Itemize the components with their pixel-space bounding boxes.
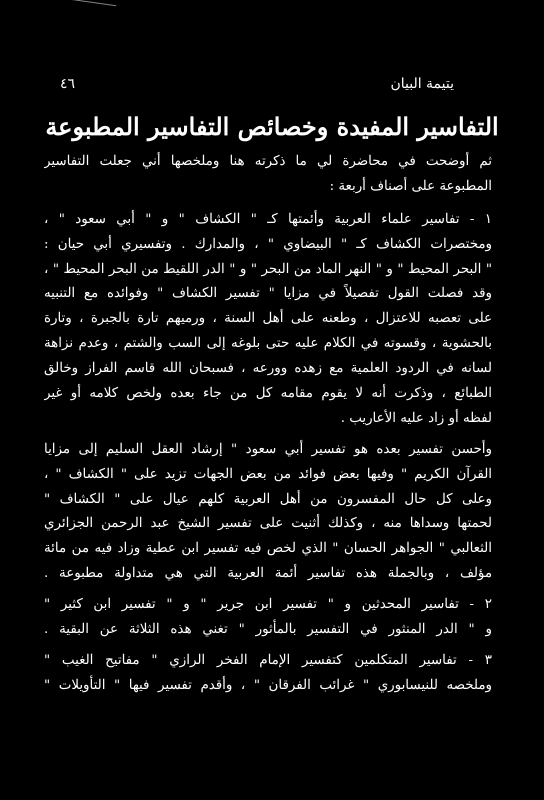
text-line: الطبائع ، وذكرت أنه لا يقوم مقامه كل من جاء بعده ولخص كلامه أو غير bbox=[44, 386, 492, 402]
text-line: وملخصه للنيسابوري " غرائب الفرقان " ، وأقدم تفسير فيها " التأويلات " bbox=[44, 677, 492, 693]
page-number: ٤٦ bbox=[60, 76, 76, 92]
scan-artifact-mark bbox=[70, 0, 117, 12]
text-line: و " الدر المنثور في التفسير بالمأثور " تغني هذه الثلاثة عن البقية . bbox=[44, 622, 492, 638]
text-line: ٢ - تفاسير المحدثين و " تفسير ابن جرير " و " تفسير ابن كثير " bbox=[44, 597, 492, 613]
text-line: المطبوعة على أصناف أربعة : bbox=[329, 178, 492, 194]
text-line: لحمتها وسداها منه ، وكذلك أثنيت على تفسير الشيخ عبد الرحمن الجزائري bbox=[44, 516, 492, 532]
text-line: بالحشوية ، وقسوته في الكلام عليه حتى بلوغه إلى السب والشتم ، وعدم نزاهة bbox=[44, 336, 492, 352]
text-line: لفظه أو زاد عليه الأعاريب . bbox=[340, 410, 492, 426]
text-line: على تعصبه للاعتزال ، وطعنه على أهل السنة ، ورميهم تارة بالجبرة ، وتارة bbox=[44, 311, 492, 327]
text-line: مؤلف ، وبالجملة هذه تفاسير أئمة العربية التي هي متداولة مطبوعة . bbox=[44, 566, 492, 582]
section-title: التفاسير المفيدة وخصائص التفاسير المطبوعة bbox=[45, 112, 499, 141]
text-line: لسانه في الردود العلمية مع زهده وورعه ، فسبحان الله قاسم الفراز وخالق bbox=[44, 361, 492, 377]
text-line: ٣ - تفاسير المتكلمين كتفسير الإمام الفخر الرازي " مفاتيح الغيب " bbox=[44, 652, 492, 668]
body-text bbox=[44, 150, 492, 699]
text-line: وأحسن تفسير بعده هو تفسير أبي سعود " إرشاد العقل السليم إلى مزايا bbox=[44, 441, 492, 457]
text-line: الثعالبي " الجواهر الحسان " الذي لخص فيه تفسير ابن عطية وزاد فيه من مائة bbox=[44, 541, 492, 557]
text-line: ثم أوضحت في محاضرة لي ما ذكرته هنا وملخصها أني جعلت التفاسير bbox=[44, 154, 492, 169]
text-line: ١ - تفاسير علماء العربية وأئمتها كـ " الكشاف " و " أبي سعود " ، bbox=[44, 211, 492, 227]
text-line: القرآن الكريم " وفيها بعض فوائد من بعض الجهات تزيد على " الكشاف " ، bbox=[44, 466, 492, 482]
page-running-title: يتيمة البيان bbox=[390, 76, 454, 92]
text-line: " البحر المحيط " و " النهر الماد من البحر " و " الدر اللقيط من البحر المحيط " ، bbox=[44, 261, 492, 277]
page-header bbox=[60, 72, 454, 96]
text-line: وقد فصلت القول تفصيلاً في مزايا " تفسير الكشاف " وفوائده مع التنبيه bbox=[44, 286, 492, 302]
text-line: وعلى كل حال المفسرون من أهل العربية كلهم عيال على " الكشاف " bbox=[44, 491, 492, 507]
text-line: ومختصرات الكشاف كـ " البيضاوي " ، والمدارك . وتفسيري أبي حيان : bbox=[44, 236, 492, 252]
